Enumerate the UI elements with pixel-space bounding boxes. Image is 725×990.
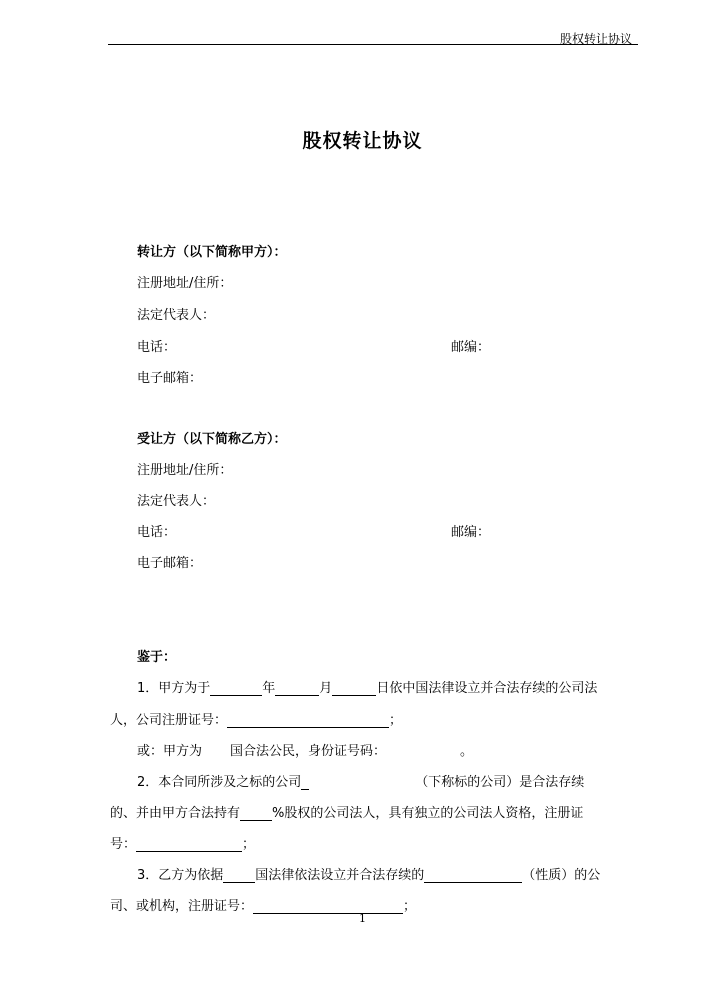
page-number: 1: [359, 912, 366, 925]
party-a-postcode-label: 邮编：: [451, 340, 491, 355]
party-b-postcode-label: 邮编：: [451, 525, 491, 540]
blank-year[interactable]: [210, 681, 262, 696]
party-a-heading: 转让方（以下简称甲方）：: [137, 245, 287, 260]
header-rule: [108, 44, 638, 45]
clause-3-line-2-text: 司、或机构，注册证号：: [110, 899, 254, 914]
blank-country[interactable]: [223, 868, 255, 883]
blank-nature[interactable]: [424, 868, 522, 883]
clause-2-line-2-text-a: 的、并由甲方合法持有: [110, 806, 241, 821]
clause-1-text-rest: 日依中国法律设立并合法存续的公司法: [376, 681, 598, 696]
clause-1-line-2-end: ；: [389, 713, 403, 728]
clause-3-line-1: [137, 864, 600, 883]
blank-month[interactable]: [275, 681, 319, 696]
clause-3-line-2-end: ；: [403, 899, 417, 914]
clause-1-alt-a: 或：甲方为: [137, 744, 203, 759]
clause-1-alt-b: 国合法公民，身份证号码：: [230, 744, 387, 759]
running-header: 股权转让协议: [560, 32, 633, 46]
clause-1-line-2-text: 人，公司注册证号：: [110, 713, 228, 728]
whereas-heading: 鉴于：: [137, 650, 177, 665]
party-b-heading: 受让方（以下简称乙方）：: [137, 432, 287, 447]
party-a-address-label: 注册地址/住所：: [137, 276, 233, 291]
blank-target-registration-no[interactable]: [136, 837, 242, 852]
blank-equity-percent[interactable]: [240, 806, 272, 821]
clause-2-line-1: [137, 771, 584, 790]
blank-target-company[interactable]: [301, 775, 309, 790]
clause-2-line-2-text-b: %股权的公司法人，具有独立的公司法人资格，注册证: [272, 806, 584, 821]
clause-1-month: 月: [319, 681, 333, 696]
clause-2-line-3-text: 号：: [110, 837, 137, 852]
clause-1-text-a: 1．甲方为于: [137, 681, 211, 696]
blank-registration-no[interactable]: [227, 713, 389, 728]
clause-1-alt-end: 。: [460, 744, 474, 759]
party-a-rep-label: 法定代表人：: [137, 308, 216, 323]
party-b-rep-label: 法定代表人：: [137, 494, 216, 509]
clause-2-text-b: （下称标的公司）是合法存续: [415, 775, 585, 790]
party-b-phone-label: 电话：: [137, 525, 177, 540]
clause-1-line-1: [137, 677, 597, 696]
clause-3-text-a: 3．乙方为依据: [137, 868, 224, 883]
blank-day[interactable]: [332, 681, 376, 696]
party-a-email-label: 电子邮箱：: [137, 371, 203, 386]
clause-1-year: 年: [262, 681, 276, 696]
party-b-address-label: 注册地址/住所：: [137, 463, 233, 478]
clause-2-line-2: [110, 802, 583, 821]
clause-1-alt: [137, 740, 473, 759]
clause-3-text-c: （性质）的公: [522, 868, 601, 883]
document-title: 股权转让协议: [302, 130, 423, 152]
clause-1-line-2: [110, 709, 402, 728]
clause-3-text-b: 国法律依法设立并合法存续的: [255, 868, 425, 883]
party-b-email-label: 电子邮箱：: [137, 556, 203, 571]
clause-2-line-3-end: ；: [242, 837, 256, 852]
clause-2-text-a: 2．本合同所涉及之标的公司: [137, 775, 302, 790]
party-a-phone-label: 电话：: [137, 340, 177, 355]
clause-2-line-3: [110, 833, 255, 852]
